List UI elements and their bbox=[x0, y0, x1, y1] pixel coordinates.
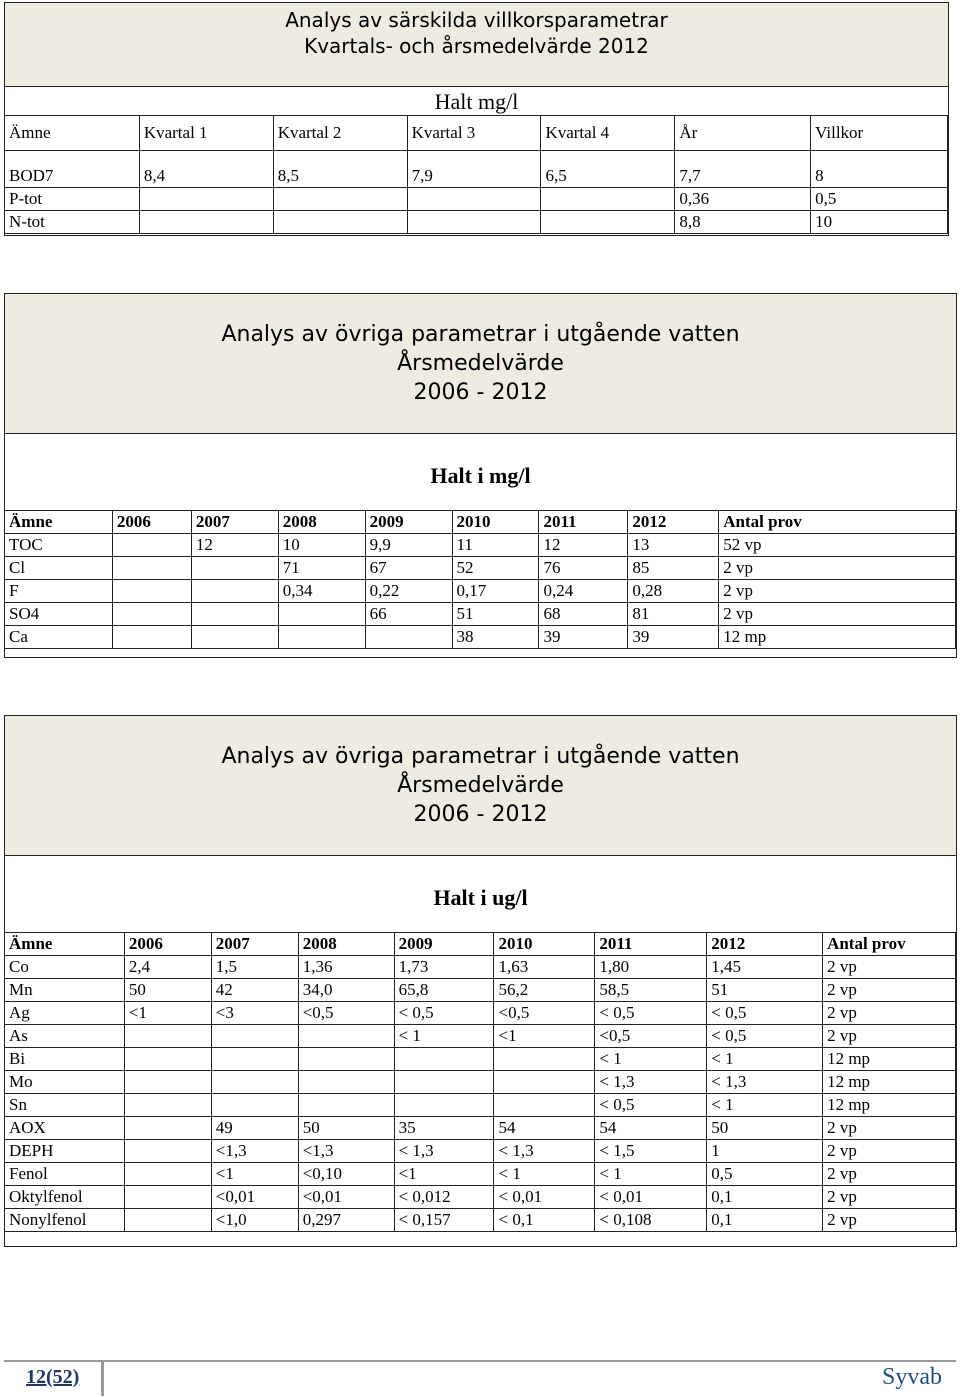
column-header: Ämne bbox=[5, 933, 125, 956]
column-header: 2012 bbox=[707, 933, 823, 956]
value-cell: 49 bbox=[211, 1117, 298, 1140]
value-cell: 12 bbox=[539, 534, 628, 557]
value-cell bbox=[273, 188, 407, 211]
value-cell bbox=[191, 580, 278, 603]
value-cell: 6,5 bbox=[541, 151, 675, 188]
value-cell: 56,2 bbox=[494, 979, 595, 1002]
table-row bbox=[5, 956, 956, 979]
column-header: Kvartal 2 bbox=[273, 116, 407, 151]
value-cell: < 1 bbox=[707, 1048, 823, 1071]
column-header: 2006 bbox=[112, 511, 191, 534]
column-header: 2012 bbox=[628, 511, 719, 534]
value-cell: 12 mp bbox=[823, 1071, 956, 1094]
value-cell: 11 bbox=[452, 534, 539, 557]
table-row bbox=[5, 1163, 956, 1186]
parameter-cell: TOC bbox=[5, 534, 113, 557]
ovriga-mgl-title: Analys av övriga parametrar i utgående vatten bbox=[221, 322, 740, 347]
value-cell: 2 vp bbox=[823, 1163, 956, 1186]
column-header: År bbox=[675, 116, 811, 151]
value-cell bbox=[494, 1071, 595, 1094]
value-cell: < 0,1 bbox=[494, 1209, 595, 1232]
value-cell: 85 bbox=[628, 557, 719, 580]
value-cell: 2 vp bbox=[823, 1209, 956, 1232]
value-cell bbox=[494, 1094, 595, 1117]
value-cell: 71 bbox=[278, 557, 365, 580]
value-cell: 7,7 bbox=[675, 151, 811, 188]
value-cell bbox=[365, 626, 452, 649]
villkor-title: Analys av särskilda villkorsparametrar bbox=[285, 8, 668, 32]
value-cell: 13 bbox=[628, 534, 719, 557]
value-cell: < 0,5 bbox=[595, 1002, 707, 1025]
ovriga-mgl-subtitle: Årsmedelvärde bbox=[397, 351, 564, 377]
value-cell: 2 vp bbox=[719, 557, 956, 580]
value-cell: 51 bbox=[707, 979, 823, 1002]
value-cell bbox=[124, 1094, 211, 1117]
value-cell bbox=[112, 603, 191, 626]
value-cell: <0,10 bbox=[298, 1163, 394, 1186]
value-cell: < 1,3 bbox=[494, 1140, 595, 1163]
parameter-cell: AOX bbox=[5, 1117, 125, 1140]
column-header: Antal prov bbox=[719, 511, 956, 534]
column-header: 2007 bbox=[211, 933, 298, 956]
value-cell bbox=[278, 603, 365, 626]
value-cell: < 1 bbox=[595, 1163, 707, 1186]
value-cell: 9,9 bbox=[365, 534, 452, 557]
value-cell: 34,0 bbox=[298, 979, 394, 1002]
ovriga-ugl-unit: Halt i ug/l bbox=[433, 885, 528, 910]
parameter-cell: As bbox=[5, 1025, 125, 1048]
column-header: Ämne bbox=[5, 116, 140, 151]
value-cell: 38 bbox=[452, 626, 539, 649]
parameter-cell: SO4 bbox=[5, 603, 113, 626]
value-cell bbox=[273, 211, 407, 234]
column-header: 2010 bbox=[452, 511, 539, 534]
value-cell bbox=[298, 1025, 394, 1048]
value-cell: < 0,157 bbox=[394, 1209, 494, 1232]
value-cell: 65,8 bbox=[394, 979, 494, 1002]
column-header: 2008 bbox=[298, 933, 394, 956]
value-cell bbox=[211, 1048, 298, 1071]
value-cell: 51 bbox=[452, 603, 539, 626]
column-header: 2010 bbox=[494, 933, 595, 956]
table-row bbox=[5, 1209, 956, 1232]
value-cell bbox=[394, 1048, 494, 1071]
parameter-cell: Cl bbox=[5, 557, 113, 580]
value-cell bbox=[124, 1163, 211, 1186]
parameter-cell: Fenol bbox=[5, 1163, 125, 1186]
value-cell: 2 vp bbox=[823, 1140, 956, 1163]
value-cell: 35 bbox=[394, 1117, 494, 1140]
value-cell: 50 bbox=[124, 979, 211, 1002]
value-cell: 76 bbox=[539, 557, 628, 580]
footer-rule bbox=[4, 1360, 956, 1362]
value-cell bbox=[124, 1025, 211, 1048]
value-cell: 2 vp bbox=[823, 1186, 956, 1209]
brand-name: Syvab bbox=[882, 1364, 942, 1390]
table-row bbox=[5, 557, 956, 580]
value-cell: < 1 bbox=[394, 1025, 494, 1048]
value-cell bbox=[124, 1071, 211, 1094]
column-header: Antal prov bbox=[823, 933, 956, 956]
value-cell: 52 bbox=[452, 557, 539, 580]
table-row bbox=[5, 1002, 956, 1025]
value-cell: <3 bbox=[211, 1002, 298, 1025]
parameter-cell: N-tot bbox=[5, 211, 140, 234]
value-cell bbox=[298, 1071, 394, 1094]
value-cell: < 0,01 bbox=[595, 1186, 707, 1209]
value-cell: 52 vp bbox=[719, 534, 956, 557]
ovriga-mgl-header bbox=[5, 294, 956, 434]
footer-divider bbox=[101, 1362, 104, 1396]
value-cell: 2 vp bbox=[823, 1002, 956, 1025]
value-cell bbox=[139, 211, 273, 234]
villkor-unit: Halt mg/l bbox=[434, 89, 519, 114]
parameter-cell: Oktylfenol bbox=[5, 1186, 125, 1209]
value-cell: <0,5 bbox=[494, 1002, 595, 1025]
value-cell: 1,36 bbox=[298, 956, 394, 979]
value-cell: 12 bbox=[191, 534, 278, 557]
value-cell bbox=[211, 1094, 298, 1117]
value-cell bbox=[407, 188, 541, 211]
parameter-cell: BOD7 bbox=[5, 151, 140, 188]
value-cell: 0,5 bbox=[811, 188, 948, 211]
ovriga-ugl-header bbox=[5, 716, 956, 856]
value-cell bbox=[298, 1094, 394, 1117]
parameter-cell: DEPH bbox=[5, 1140, 125, 1163]
column-header: 2011 bbox=[595, 933, 707, 956]
ovriga-mgl-unit: Halt i mg/l bbox=[430, 463, 531, 488]
value-cell bbox=[124, 1186, 211, 1209]
value-cell: 50 bbox=[298, 1117, 394, 1140]
value-cell bbox=[191, 626, 278, 649]
value-cell: 2 vp bbox=[823, 979, 956, 1002]
value-cell: < 0,5 bbox=[707, 1002, 823, 1025]
value-cell bbox=[191, 603, 278, 626]
value-cell bbox=[298, 1048, 394, 1071]
value-cell: 2 vp bbox=[719, 603, 956, 626]
ovriga-mgl-section bbox=[4, 293, 957, 658]
column-header: Kvartal 3 bbox=[407, 116, 541, 151]
column-header: 2009 bbox=[394, 933, 494, 956]
value-cell: 8 bbox=[811, 151, 948, 188]
table-row bbox=[5, 1186, 956, 1209]
value-cell bbox=[394, 1094, 494, 1117]
parameter-cell: Ca bbox=[5, 626, 113, 649]
value-cell: 39 bbox=[628, 626, 719, 649]
value-cell: 2 vp bbox=[823, 1117, 956, 1140]
table-row bbox=[5, 1071, 956, 1094]
value-cell: 8,4 bbox=[139, 151, 273, 188]
table-row bbox=[5, 626, 956, 649]
value-cell: 2 vp bbox=[823, 1025, 956, 1048]
table-row bbox=[5, 603, 956, 626]
column-header: Kvartal 1 bbox=[139, 116, 273, 151]
table-row bbox=[5, 580, 956, 603]
value-cell: <0,5 bbox=[298, 1002, 394, 1025]
value-cell: <1,3 bbox=[211, 1140, 298, 1163]
value-cell bbox=[112, 534, 191, 557]
value-cell: 0,5 bbox=[707, 1163, 823, 1186]
parameter-cell: Co bbox=[5, 956, 125, 979]
parameter-cell: P-tot bbox=[5, 188, 140, 211]
value-cell: <0,01 bbox=[298, 1186, 394, 1209]
table-row bbox=[5, 1048, 956, 1071]
value-cell bbox=[541, 211, 675, 234]
table-header-row bbox=[5, 933, 956, 956]
value-cell: 0,1 bbox=[707, 1186, 823, 1209]
value-cell: 67 bbox=[365, 557, 452, 580]
value-cell: < 0,5 bbox=[595, 1094, 707, 1117]
villkor-subtitle: Kvartals- och årsmedelvärde 2012 bbox=[304, 34, 649, 59]
value-cell: 2 vp bbox=[719, 580, 956, 603]
table-row bbox=[5, 534, 956, 557]
value-cell: 2,4 bbox=[124, 956, 211, 979]
value-cell: 1,5 bbox=[211, 956, 298, 979]
value-cell bbox=[191, 557, 278, 580]
value-cell bbox=[124, 1117, 211, 1140]
value-cell: < 0,5 bbox=[394, 1002, 494, 1025]
value-cell: < 1,5 bbox=[595, 1140, 707, 1163]
column-header: Kvartal 4 bbox=[541, 116, 675, 151]
value-cell: 81 bbox=[628, 603, 719, 626]
column-header: 2009 bbox=[365, 511, 452, 534]
value-cell bbox=[124, 1140, 211, 1163]
value-cell bbox=[494, 1048, 595, 1071]
value-cell: 0,28 bbox=[628, 580, 719, 603]
column-header: 2011 bbox=[539, 511, 628, 534]
value-cell: <1 bbox=[124, 1002, 211, 1025]
column-header: 2007 bbox=[191, 511, 278, 534]
value-cell: 0,22 bbox=[365, 580, 452, 603]
value-cell: 12 mp bbox=[823, 1048, 956, 1071]
value-cell: <1 bbox=[394, 1163, 494, 1186]
value-cell: 10 bbox=[811, 211, 948, 234]
ovriga-ugl-section bbox=[4, 715, 957, 1247]
parameter-cell: Mn bbox=[5, 979, 125, 1002]
value-cell bbox=[124, 1209, 211, 1232]
value-cell: 12 mp bbox=[823, 1094, 956, 1117]
value-cell: 58,5 bbox=[595, 979, 707, 1002]
ovriga-ugl-years: 2006 - 2012 bbox=[413, 802, 548, 828]
value-cell: 8,5 bbox=[273, 151, 407, 188]
value-cell: < 0,012 bbox=[394, 1186, 494, 1209]
value-cell bbox=[211, 1071, 298, 1094]
value-cell bbox=[139, 188, 273, 211]
value-cell: 1,63 bbox=[494, 956, 595, 979]
parameter-cell: Nonylfenol bbox=[5, 1209, 125, 1232]
value-cell: 1 bbox=[707, 1140, 823, 1163]
value-cell: < 0,01 bbox=[494, 1186, 595, 1209]
ovriga-mgl-table bbox=[4, 510, 956, 649]
value-cell: 0,1 bbox=[707, 1209, 823, 1232]
ovriga-ugl-table bbox=[4, 932, 956, 1232]
table-row bbox=[5, 211, 948, 234]
table-row bbox=[5, 188, 948, 211]
value-cell: 42 bbox=[211, 979, 298, 1002]
table-row bbox=[5, 979, 956, 1002]
value-cell: 66 bbox=[365, 603, 452, 626]
column-header: 2006 bbox=[124, 933, 211, 956]
column-header: 2008 bbox=[278, 511, 365, 534]
value-cell bbox=[112, 626, 191, 649]
value-cell bbox=[124, 1048, 211, 1071]
villkor-table bbox=[4, 115, 948, 234]
value-cell: 54 bbox=[494, 1117, 595, 1140]
value-cell bbox=[112, 557, 191, 580]
value-cell: 8,8 bbox=[675, 211, 811, 234]
value-cell: < 1,3 bbox=[394, 1140, 494, 1163]
page-number: 12(52) bbox=[26, 1366, 80, 1388]
value-cell bbox=[211, 1025, 298, 1048]
value-cell: 1,80 bbox=[595, 956, 707, 979]
value-cell: <0,01 bbox=[211, 1186, 298, 1209]
value-cell: 12 mp bbox=[719, 626, 956, 649]
value-cell: 39 bbox=[539, 626, 628, 649]
value-cell bbox=[394, 1071, 494, 1094]
value-cell: < 1 bbox=[707, 1094, 823, 1117]
table-row bbox=[5, 1094, 956, 1117]
value-cell: 0,36 bbox=[675, 188, 811, 211]
value-cell: <1 bbox=[494, 1025, 595, 1048]
value-cell bbox=[278, 626, 365, 649]
value-cell: 7,9 bbox=[407, 151, 541, 188]
value-cell bbox=[407, 211, 541, 234]
value-cell: < 1,3 bbox=[595, 1071, 707, 1094]
value-cell: 50 bbox=[707, 1117, 823, 1140]
value-cell: 0,17 bbox=[452, 580, 539, 603]
value-cell: <1 bbox=[211, 1163, 298, 1186]
table-row bbox=[5, 1140, 956, 1163]
value-cell: 0,297 bbox=[298, 1209, 394, 1232]
villkor-header bbox=[5, 3, 948, 87]
value-cell bbox=[112, 580, 191, 603]
value-cell: < 1 bbox=[595, 1048, 707, 1071]
value-cell: < 0,5 bbox=[707, 1025, 823, 1048]
table-row bbox=[5, 151, 948, 188]
table-header-row bbox=[5, 511, 956, 534]
column-header: Ämne bbox=[5, 511, 113, 534]
villkor-section bbox=[4, 2, 949, 236]
parameter-cell: Bi bbox=[5, 1048, 125, 1071]
value-cell: 0,24 bbox=[539, 580, 628, 603]
ovriga-ugl-title: Analys av övriga parametrar i utgående vatten bbox=[221, 744, 740, 769]
value-cell: 2 vp bbox=[823, 956, 956, 979]
column-header: Villkor bbox=[811, 116, 948, 151]
value-cell: 1,73 bbox=[394, 956, 494, 979]
table-header-row bbox=[5, 116, 948, 151]
value-cell bbox=[541, 188, 675, 211]
value-cell: < 1 bbox=[494, 1163, 595, 1186]
table-row bbox=[5, 1117, 956, 1140]
value-cell: <1,3 bbox=[298, 1140, 394, 1163]
ovriga-mgl-years: 2006 - 2012 bbox=[413, 380, 548, 406]
value-cell: < 1,3 bbox=[707, 1071, 823, 1094]
value-cell: 10 bbox=[278, 534, 365, 557]
value-cell: < 0,108 bbox=[595, 1209, 707, 1232]
value-cell: 0,34 bbox=[278, 580, 365, 603]
value-cell: 1,45 bbox=[707, 956, 823, 979]
value-cell: 68 bbox=[539, 603, 628, 626]
parameter-cell: Ag bbox=[5, 1002, 125, 1025]
parameter-cell: F bbox=[5, 580, 113, 603]
table-row bbox=[5, 1025, 956, 1048]
parameter-cell: Sn bbox=[5, 1094, 125, 1117]
ovriga-ugl-subtitle: Årsmedelvärde bbox=[397, 773, 564, 799]
parameter-cell: Mo bbox=[5, 1071, 125, 1094]
value-cell: <1,0 bbox=[211, 1209, 298, 1232]
value-cell: 54 bbox=[595, 1117, 707, 1140]
value-cell: <0,5 bbox=[595, 1025, 707, 1048]
